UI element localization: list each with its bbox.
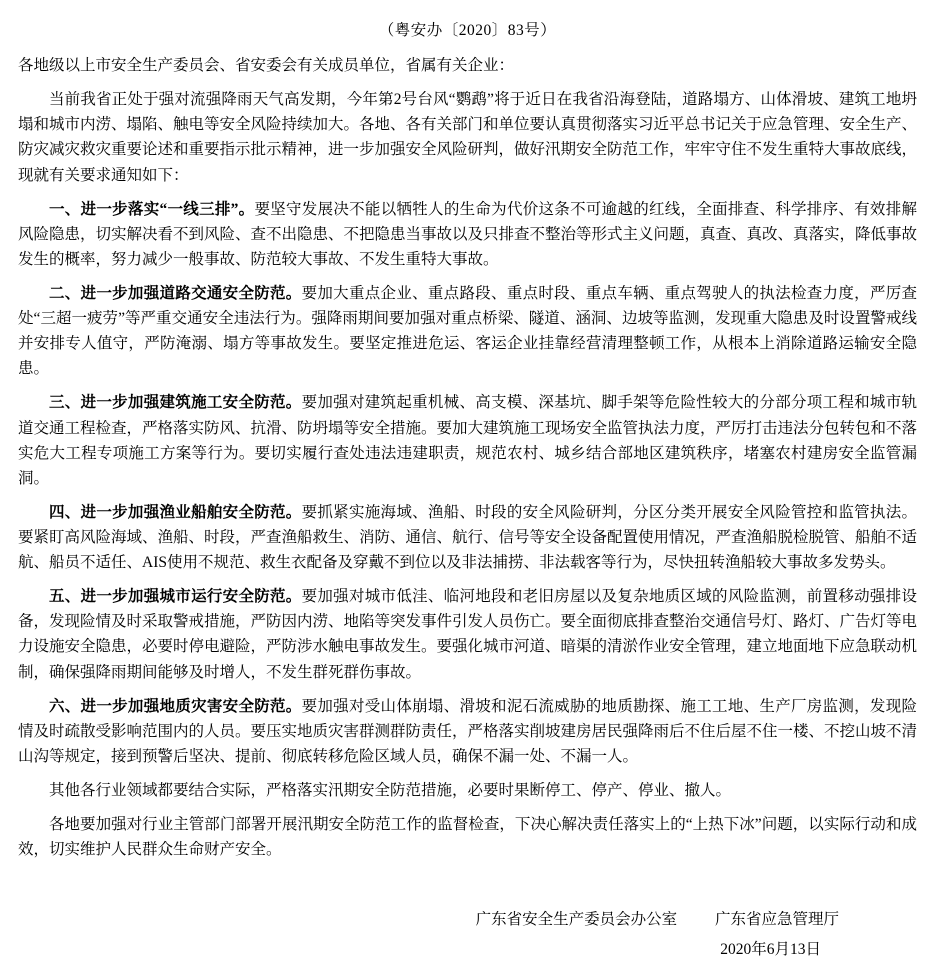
paragraph-lead: 二、进一步加强道路交通安全防范。 <box>49 285 302 303</box>
paragraph-text: 要坚守发展决不能以牺牲人的生命为代价这条不可逾越的红线，全面排查、科学排序、有效排解风险隐患，切实解决看不到风险、查不出隐患、不把隐患当事故以及只排查不整治等形式主义问题，真查、真改、真落实，降低事故发生的概率，努力减少一般事故、防范较大事故、不发生重特大事故。 <box>18 200 918 268</box>
paragraph-text: 各地要加强对行业主管部门部署开展汛期安全防范工作的监督检查，下决心解决责任落实上的“上热下冰”问题，以实际行动和成效，切实维护人民群众生命财产安全。 <box>18 816 917 859</box>
paragraph-supervision <box>18 812 917 862</box>
paragraph-text: 要加强对城市低洼、临河地段和老旧房屋以及复杂地质区域的风险监测，前置移动强排设备，发现险情及时采取警戒措施，严防因内涝、地陷等突发事件引发人员伤亡。要全面彻底排查整治交通信号灯、路灯、广告灯等电力设施安全隐患，必要时停电避险，严防涉水触电事故发生。要强化城市河道、暗渠的清淤作业安全管理，建立地面地下应急联动机制，确保强降雨期间能够及时增人，不发生群死群伤事故。 <box>18 588 918 681</box>
paragraph-lead: 六、进一步加强地质灾害安全防范。 <box>49 697 302 715</box>
signature-orgs <box>18 905 839 934</box>
signature-org-left: 广东省安全生产委员会办公室 <box>475 911 678 929</box>
paragraph-section-6 <box>18 694 917 769</box>
signature-spacer <box>18 871 917 905</box>
paragraph-intro <box>18 87 917 187</box>
paragraph-section-5 <box>18 584 917 684</box>
paragraph-section-2 <box>18 281 917 381</box>
paragraph-text: 其他各行业领域都要结合实际，严格落实汛期安全防范措施，必要时果断停工、停产、停业、撤人。 <box>49 781 732 799</box>
paragraph-lead: 三、进一步加强建筑施工安全防范。 <box>49 394 302 412</box>
paragraph-lead: 四、进一步加强渔业船舶安全防范。 <box>49 503 302 521</box>
paragraph-other-sectors <box>18 778 917 803</box>
salutation: 各地级以上市安全生产委员会、省安委会有关成员单位，省属有关企业： <box>18 57 515 74</box>
paragraph-lead: 一、进一步落实“一线三排”。 <box>49 200 255 218</box>
signature-date: 2020年6月13日 <box>720 940 821 958</box>
signature-block <box>18 905 917 964</box>
paragraph-section-3 <box>18 390 917 490</box>
signature-org-right: 广东省应急管理厅 <box>714 911 839 929</box>
paragraph-section-4 <box>18 500 917 575</box>
paragraph-text: 要加大重点企业、重点路段、重点时段、重点车辆、重点驾驶人的执法检查力度，严厉查处“三超一疲劳”等严重交通安全违法行为。强降雨期间要加强对重点桥梁、隧道、涵洞、边坡等监测，发现重大隐患及时设置警戒线并安排专人值守，严防淹溺、塌方等事故发生。要坚定推进危运、客运企业挂靠经营清理整顿工作，从根本上消除道路运输安全隐患。 <box>18 285 917 378</box>
paragraph-text: 要加强对建筑起重机械、高支模、深基坑、脚手架等危险性较大的分部分项工程和城市轨道交通工程检查，严格落实防风、抗滑、防坍塌等安全措施。要加大建筑施工现场安全监管执法力度，严厉打击违法分包转包和不落实危大工程专项施工方案等行为。要切实履行查处违法违建职责，规范农村、城乡结合部地区建筑秩序，堵塞农村建房安全监管漏洞。 <box>18 394 918 487</box>
paragraph-section-1 <box>18 197 917 272</box>
paragraph-text: 当前我省正处于强对流强降雨天气高发期，今年第2号台风“鹦鹉”将于近日在我省沿海登陆，道路塌方、山体滑坡、建筑工地坍塌和城市内涝、塌陷、触电等安全风险持续加大。各地、各有关部门和单位要认真贯彻落实习近平总书记关于应急管理、安全生产、防灾减灾救灾重要论述和重要指示批示精神，进一步加强安全风险研判，做好汛期安全防范工作，牢牢守住不发生重特大事故底线，现就有关要求通知如下： <box>18 91 918 184</box>
paragraph-text: 要加强对受山体崩塌、滑坡和泥石流威胁的地质勘探、施工工地、生产厂房监测，发现险情及时疏散受影响范围内的人员。要压实地质灾害群测群防责任，严格落实削坡建房居民强降雨后不住后屋不住一楼、不挖山坡不清山沟等规定，接到预警后坚决、提前、彻底转移危险区域人员，确保不漏一处、不漏一人。 <box>18 697 918 765</box>
paragraph-text: 要抓紧实施海域、渔船、时段的安全风险研判，分区分类开展安全风险管控和监管执法。要紧盯高风险海域、渔船、时段，严查渔船救生、消防、通信、航行、信号等安全设备配置使用情况，严查渔船脱检脱管、船舶不适航、船员不适任、AIS使用不规范、救生衣配备及穿戴不到位以及非法捕捞、非法载客等行为，尽快扭转渔船较大事故多发势头。 <box>18 503 918 572</box>
document-number: （粤安办〔2020〕83号） <box>378 22 557 39</box>
paragraph-lead: 五、进一步加强城市运行安全防范。 <box>49 588 302 606</box>
